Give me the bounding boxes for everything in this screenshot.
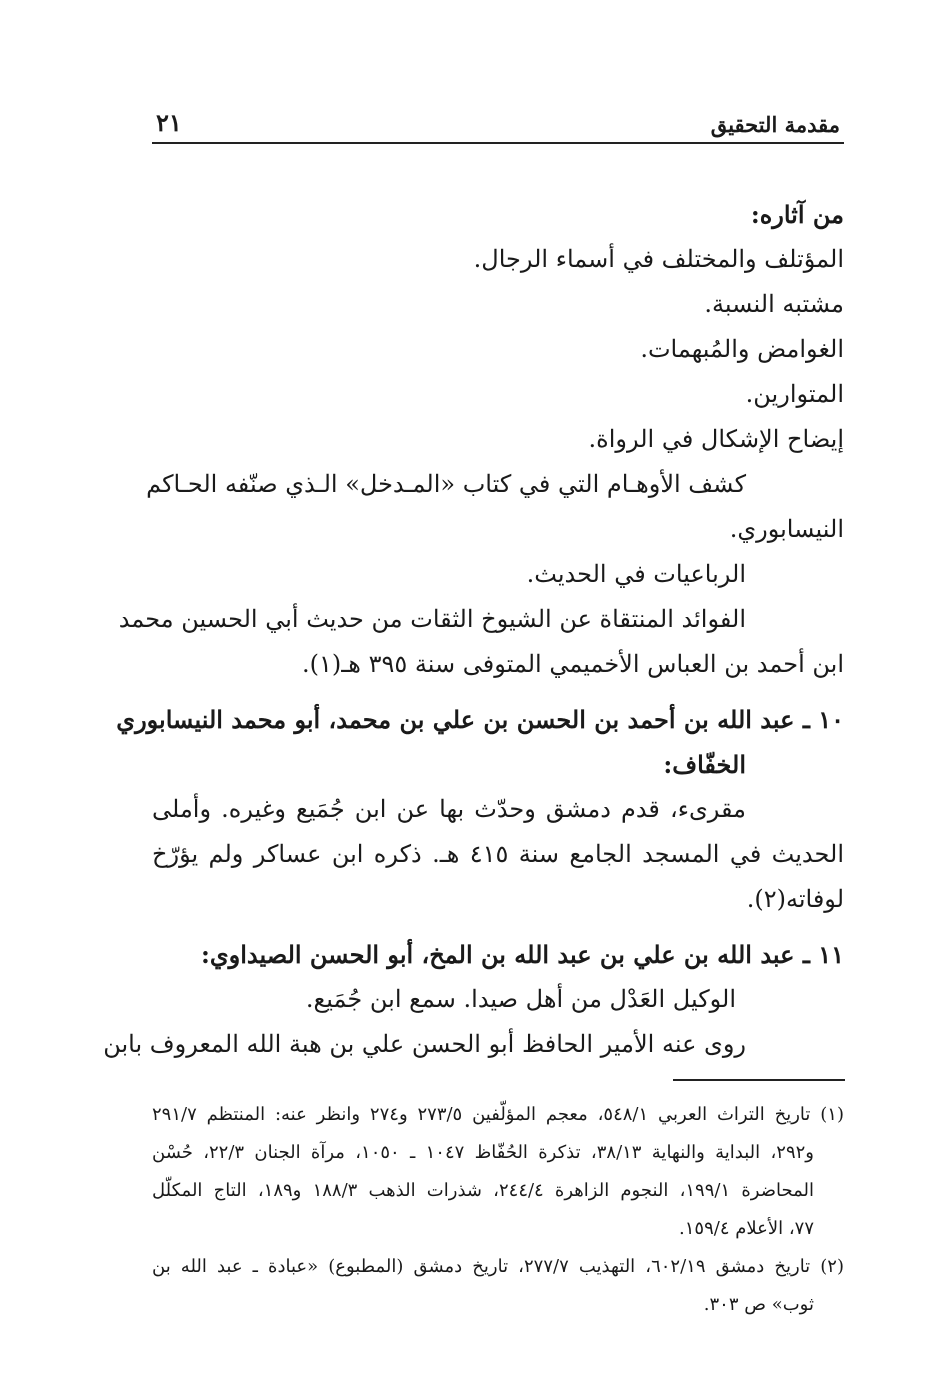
footnote-1-cont: و٢٩٢، البداية والنهاية ٣٨/١٣، تذكرة الحُفّاظ ١٠٤٧ ـ ١٠٥٠، مرآة الجنان ٢٢/٣، حُسْن <box>152 1142 814 1163</box>
work-item: الرباعيات في الحديث. <box>526 560 746 588</box>
entry-10-heading-cont: الخفّاف: <box>663 750 746 779</box>
work-item: الفوائد المنتقاة عن الشيوخ الثقات من حديث أبي الحسين محمد <box>118 605 746 633</box>
work-item: إيضاح الإشكال في الرواة. <box>588 425 844 453</box>
entry-10-heading: ١٠ ـ عبد الله بن أحمد بن الحسن بن علي بن محمد، أبو محمد النيسابوري <box>116 705 844 734</box>
entry-11-text: الوكيل العَدْل من أهل صيدا. سمع ابن جُمَيع. <box>305 985 736 1013</box>
running-title: مقدمة التحقيق <box>710 112 840 137</box>
entry-10-text: لوفاته(٢). <box>746 885 844 913</box>
footnote-2: (٢) تاريخ دمشق ٦٠٢/١٩، التهذيب ٢٧٧/٧، تاريخ دمشق (المطبوع) «عبادة ـ عبد الله بن <box>152 1256 844 1277</box>
main-text <box>103 192 844 1067</box>
entry-11-heading: ١١ ـ عبد الله بن علي بن عبد الله بن المخ، أبو الحسن الصيداوي: <box>201 940 844 969</box>
footnote-1-cont: المحاضرة ١٩٩/١، النجوم الزاهرة ٢٤٤/٤، شذرات الذهب ١٨٨/٣ و١٨٩، التاج المكلّل <box>152 1180 814 1201</box>
entry-11 <box>103 932 844 1067</box>
entry-11-text: روى عنه الأمير الحافظ أبو الحسن علي بن هبة الله المعروف بابن <box>103 1030 746 1058</box>
footnote-1-cont: ٧٧، الأعلام ١٥٩/٤. <box>679 1218 814 1239</box>
work-item: الغوامض والمُبهمات. <box>640 335 844 363</box>
work-item-continuation: ابن أحمد بن العباس الأخميمي المتوفى سنة ٣٩٥ هـ(١). <box>302 650 844 678</box>
work-item: مشتبه النسبة. <box>704 290 844 318</box>
footnotes <box>152 1096 844 1324</box>
page-number: ٢١ <box>156 108 182 137</box>
works-heading: من آثاره: <box>750 200 844 229</box>
work-item: المؤتلف والمختلف في أسماء الرجال. <box>473 245 844 273</box>
footnote-1: (١) تاريخ التراث العربي ٥٤٨/١، معجم المؤلّفين ٢٧٣/٥ و٢٧٤ وانظر عنه: المنتظم ٢٩١/٧ <box>152 1104 844 1125</box>
work-item: كشف الأوهـام التي في كتاب «المـدخل» الـذي صنّفه الحـاكم <box>146 470 746 498</box>
work-item: المتوارين. <box>745 380 844 408</box>
work-item-continuation: النيسابوري. <box>729 515 844 543</box>
footnote-2-cont: ثوب» ص ٣٠٣. <box>703 1294 814 1315</box>
footnote-separator <box>673 1079 845 1081</box>
entry-10 <box>116 697 844 922</box>
entry-10-text: مقرىء، قدم دمشق وحدّث بها عن ابن جُمَيع وغيره. وأملى <box>152 795 746 823</box>
entry-10-text: الحديث في المسجد الجامع سنة ٤١٥ هـ. ذكره ابن عساكر ولم يؤرّخ <box>152 840 844 868</box>
page-header <box>152 102 844 144</box>
